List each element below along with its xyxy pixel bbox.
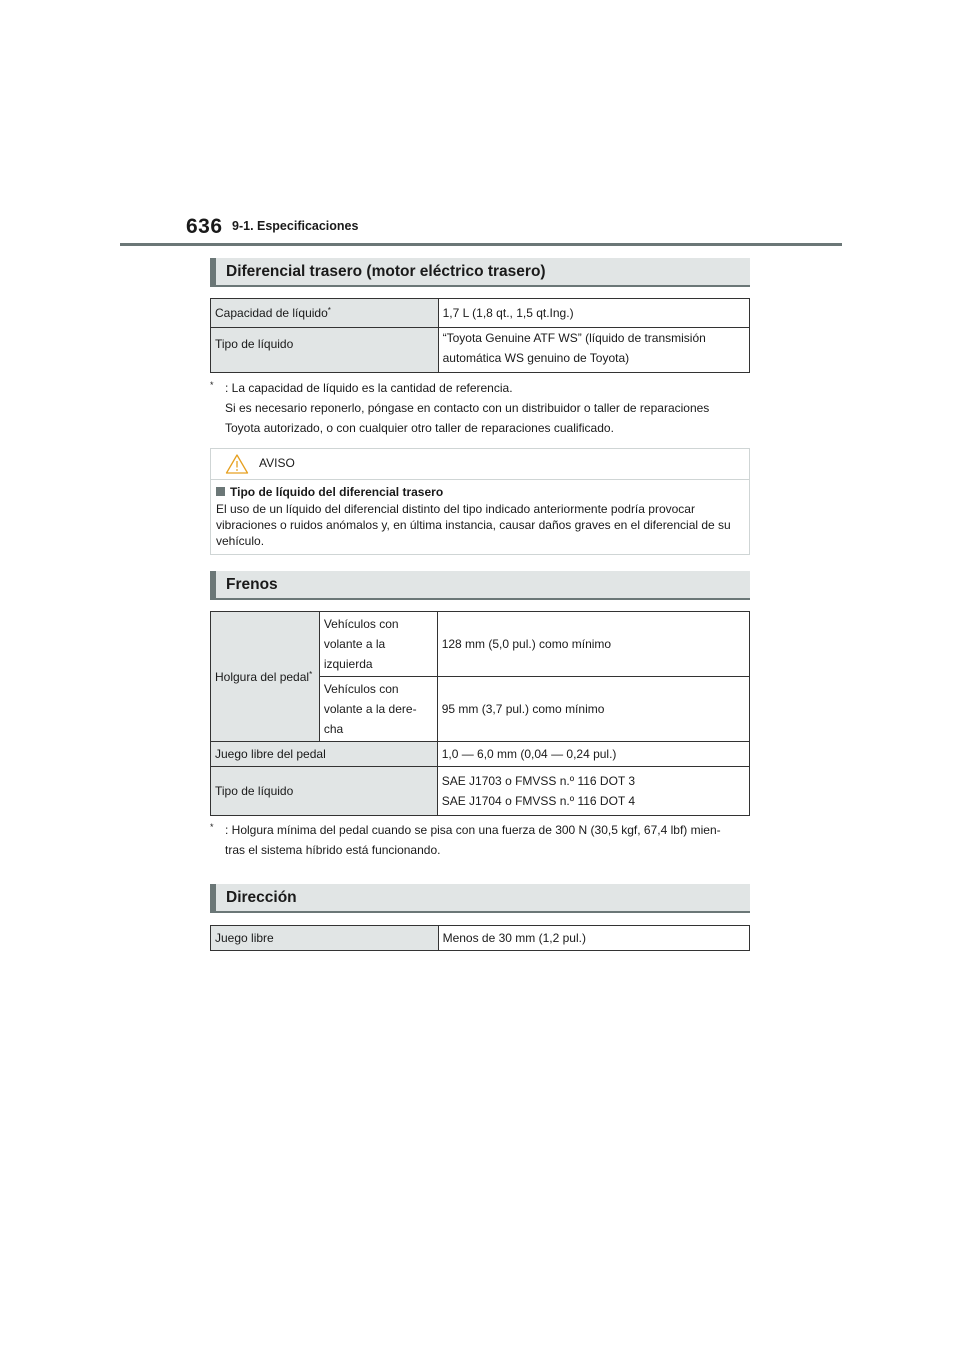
warning-title: Tipo de líquido del diferencial trasero — [216, 484, 744, 500]
brakes-spec-table — [210, 611, 750, 816]
footnote-mark: * — [210, 822, 214, 832]
table-row — [211, 299, 750, 328]
section-title: Frenos — [226, 576, 278, 593]
table-row — [211, 612, 750, 677]
value-cell: “Toyota Genuine ATF WS” (líquido de transmisión automática WS genuino de Toyota) — [438, 328, 749, 373]
warning-body — [211, 480, 749, 549]
section-reference: 9-1. Especificaciones — [232, 219, 359, 233]
value-cell: 1,0 — 6,0 mm (0,04 — 0,24 pul.) — [437, 742, 749, 767]
table-row — [211, 328, 750, 373]
value-cell: 128 mm (5,0 pul.) como mínimo — [437, 612, 749, 677]
warning-text: El uso de un líquido del diferencial distinto del tipo indicado anteriormente podría provocar vibraciones o ruidos anómalos y, en última instancia, causar daños graves en el diferencial de su vehículo. — [216, 502, 731, 548]
condition-cell: Vehículos con volante a la izquierda — [319, 612, 437, 677]
label-cell: Tipo de líquido — [211, 767, 438, 816]
section-title: Diferencial trasero (motor eléctrico trasero) — [226, 263, 546, 280]
section-heading-differential — [210, 258, 750, 287]
label-cell: Tipo de líquido — [211, 328, 439, 373]
value-cell: 1,7 L (1,8 qt., 1,5 qt.Ing.) — [438, 299, 749, 328]
warning-triangle-icon — [225, 453, 249, 475]
differential-spec-table — [210, 298, 750, 373]
section-heading-brakes — [210, 571, 750, 600]
table-row — [211, 767, 750, 816]
warning-box — [210, 448, 750, 555]
value-cell: Menos de 30 mm (1,2 pul.) — [438, 926, 749, 951]
table-row — [211, 926, 750, 951]
page-header — [0, 0, 960, 250]
condition-cell: Vehículos con volante a la dere- cha — [319, 677, 437, 742]
warning-label: AVISO — [259, 456, 295, 470]
table-row — [211, 742, 750, 767]
footnote-mark: * — [210, 380, 214, 390]
label-cell: Juego libre — [211, 926, 439, 951]
section-title: Dirección — [226, 889, 297, 906]
value-cell: SAE J1703 o FMVSS n.º 116 DOT 3 SAE J1704 o FMVSS n.º 116 DOT 4 — [437, 767, 749, 816]
warning-header — [211, 449, 749, 480]
square-bullet-icon — [216, 487, 225, 496]
header-rule — [120, 243, 842, 246]
label-cell: Juego libre del pedal — [211, 742, 438, 767]
footnote-mark: * — [327, 306, 331, 315]
value-cell: 95 mm (3,7 pul.) como mínimo — [437, 677, 749, 742]
page-number: 636 — [186, 215, 223, 238]
footnote-brakes: * : Holgura mínima del pedal cuando se pisa con una fuerza de 300 N (30,5 kgf, 67,4 lbf) mien- tras el sistema híbrido está funcionando. — [210, 820, 755, 860]
steering-spec-table — [210, 925, 750, 951]
footnote-differential: * : La capacidad de líquido es la cantidad de referencia. Si es necesario reponerlo, póngase en contacto con un distribuidor o taller de reparaciones Toyota autorizado, o con cualquier otro taller de reparaciones cualificado. — [210, 378, 755, 438]
label-cell: Holgura del pedal* — [211, 612, 320, 742]
section-heading-steering — [210, 884, 750, 913]
footnote-mark: * — [309, 669, 313, 679]
label-cell: Capacidad de líquido* — [211, 299, 439, 328]
